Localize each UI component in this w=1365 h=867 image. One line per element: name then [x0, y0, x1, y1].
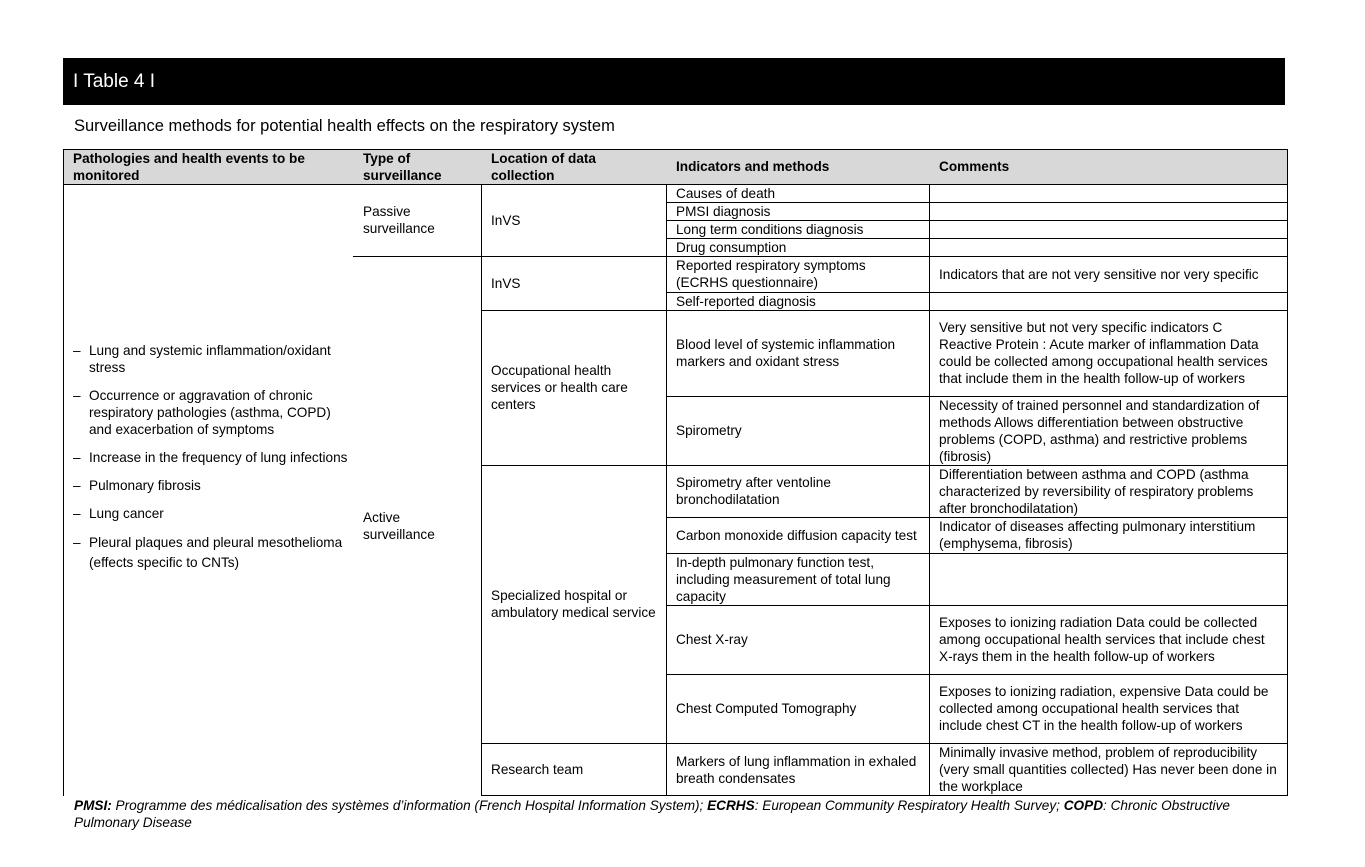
type-passive: Passive surveillance [363, 204, 435, 236]
indicator-symptoms: Reported respiratory symptoms (ECRHS questionnaire) [676, 258, 866, 290]
grid-line [666, 184, 667, 796]
grid-line [666, 238, 1288, 239]
header-type: Type of surveillance [363, 150, 442, 183]
list-item: – Pulmonary fibrosis [73, 477, 348, 494]
location-occupational: Occupational health services or health care centers [491, 363, 628, 412]
type-active: Active surveillance [363, 510, 435, 542]
indicator-breath: Markers of lung inflammation in exhaled breath condensates [676, 753, 917, 786]
list-item: – Lung and systemic inflammation/oxidant stress [73, 342, 348, 376]
comment-symptoms: Indicators that are not very sensitive nor very specific [939, 266, 1259, 282]
location-invs-passive: InVS [491, 212, 521, 228]
header-location: Location of data collection [491, 150, 596, 183]
comment-blood: Very sensitive but not very specific indicators C Reactive Protein : Acute marker of inflammation Data could be collected among occupational health services that include them in the health follow-up of workers [939, 320, 1268, 386]
location-invs-active: InVS [491, 275, 521, 291]
table-title: I Table 4 I [73, 71, 156, 92]
grid-line [666, 553, 1288, 554]
list-item: – Pleural plaques and pleural mesothelioma (effects specific to CNTs) [73, 533, 348, 573]
header-divider [63, 184, 1288, 185]
location-research: Research team [491, 762, 584, 777]
indicator-self-reported: Self-reported diagnosis [676, 293, 816, 309]
list-item: – Increase in the frequency of lung infections [73, 449, 348, 466]
comment-xray: Exposes to ionizing radiation Data could be collected among occupational health services that include chest X-rays them in the health follow-up of workers [939, 615, 1265, 664]
comment-breath: Minimally invasive method, problem of reproducibility (very small quantities collected) Has never been done in the workplace [939, 745, 1277, 794]
grid-line [929, 184, 930, 796]
grid-line [666, 202, 1288, 203]
indicator-drug: Drug consumption [676, 239, 787, 255]
grid-line [666, 517, 1288, 518]
grid-line [481, 465, 1288, 466]
header-comments: Comments [939, 159, 1010, 174]
comment-spirometry: Necessity of trained personnel and standardization of methods Allows differentiation between obstructive problems (COPD, asthma) and restrictive problems (fibrosis) [939, 397, 1260, 464]
table-title-bar [63, 58, 1285, 105]
table-caption: Surveillance methods for potential health effects on the respiratory system [74, 117, 615, 135]
grid-line [481, 184, 482, 796]
grid-line [666, 396, 1288, 397]
comment-ventoline: Differentiation between asthma and COPD (asthma characterized by reversibility of respiratory problems after bronchodilatation) [939, 466, 1254, 516]
footnote-pmsi-abbr: PMSI: [74, 798, 112, 813]
footnote-copd-abbr: COPD [1063, 798, 1104, 813]
border-top [63, 149, 1288, 150]
indicator-pmsi: PMSI diagnosis [676, 203, 771, 219]
grid-line [666, 674, 1288, 675]
surveillance-table [63, 149, 1288, 796]
indicator-ct: Chest Computed Tomography [676, 701, 857, 716]
footnote-ecrhs-text: : European Community Respiratory Health Survey; [754, 798, 1060, 813]
border-bottom-partial [481, 795, 1288, 796]
indicator-pulmonary-test: In-depth pulmonary function test, including measurement of total lung capacity [676, 554, 891, 604]
indicator-blood: Blood level of systemic inflammation markers and oxidant stress [676, 337, 896, 369]
grid-line [481, 310, 1288, 311]
comment-ct: Exposes to ionizing radiation, expensive Data could be collected among occupational health services that include chest CT in the health follow-up of workers [939, 684, 1269, 733]
location-specialized: Specialized hospital or ambulatory medical service [491, 588, 656, 620]
indicator-long-term: Long term conditions diagnosis [676, 221, 864, 237]
indicator-xray: Chest X-ray [676, 632, 748, 647]
header-pathologies: Pathologies and health events to be monitored [73, 150, 305, 183]
list-item: – Occurrence or aggravation of chronic respiratory pathologies (asthma, COPD) and exacerbation of symptoms [73, 387, 348, 438]
border-right [1287, 149, 1288, 796]
indicator-co: Carbon monoxide diffusion capacity test [676, 527, 917, 543]
grid-line [666, 220, 1288, 221]
indicator-spirometry: Spirometry [676, 423, 742, 438]
grid-line [666, 605, 1288, 606]
list-item: – Lung cancer [73, 505, 348, 522]
grid-line [481, 743, 1288, 744]
grid-line [353, 256, 1288, 257]
footnote-copd-text: : Chronic Obstructive Pulmonary Disease [74, 798, 1230, 830]
footnote-pmsi-text: Programme des médicalisation des systèmes d’information (French Hospital Information System); [111, 798, 704, 813]
grid-line [666, 292, 1288, 293]
border-left [63, 149, 64, 796]
pathologies-list [73, 342, 348, 573]
indicator-ventoline: Spirometry after ventoline bronchodilatation [676, 475, 831, 507]
footnote-ecrhs-abbr: ECRHS [707, 798, 755, 813]
footnote [74, 797, 1289, 831]
header-indicators: Indicators and methods [676, 159, 830, 174]
indicator-causes-of-death: Causes of death [676, 185, 775, 201]
comment-co: Indicator of diseases affecting pulmonary interstitium (emphysema, fibrosis) [939, 519, 1256, 551]
